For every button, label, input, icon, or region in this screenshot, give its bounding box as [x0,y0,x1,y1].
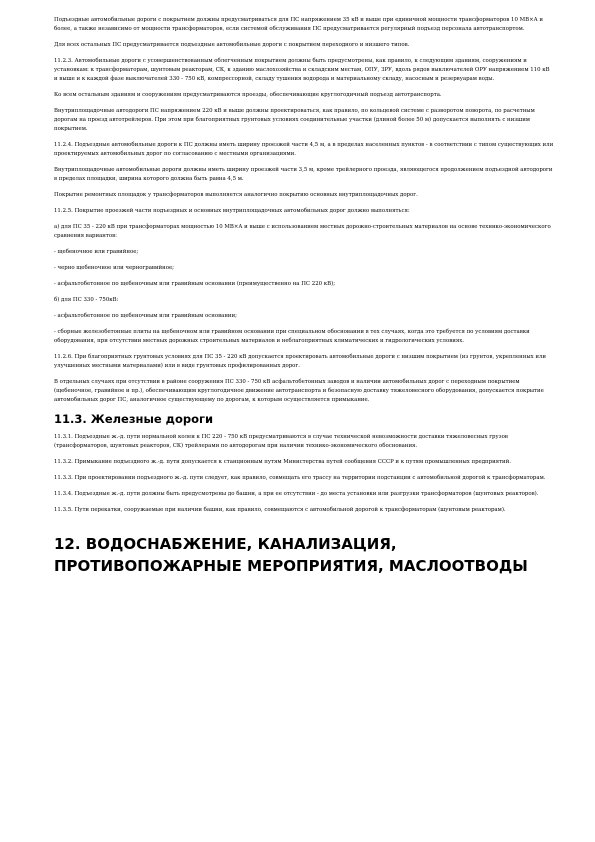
paragraph: 11.2.5. Покрытие проезжей части подъездных и основных внутриплощадочных автомобильных дорог должно выполняться: [54,208,410,214]
paragraph: Покрытие ремонтных площадок у трансформаторов выполняется аналогично покрытию основных внутриплощадочных дорог. [54,192,418,198]
paragraph: В отдельных случаях при отсутствии в районе сооружения ПС 330 - 750 кВ асфальтобетонных заводов и наличии автомобильных дорог с переходным покрытием (щебеночное, гравийное и пр.), обеспечивающим круглогодичное движение автотранспорта и безопасную доставку тяжеловесного оборудования, допускается покрытие автомобильных дорог ПС, аналогичное существующему по дорогам, к которым осуществляется примыкание. [54,379,544,403]
paragraph: б) для ПС 330 - 750кВ: [54,297,119,303]
paragraph: Подъездные автомобильные дороги с покрытием должны предусматриваться для ПС напряжением 35 кВ и выше при единичной мощности трансформаторов 10 МВ×А и более, а также независимо от мощности трансформаторов, если системой обслуживания ПС предусматривается регулярный подъезд персонала автотранспортом. [54,17,543,32]
paragraph: Внутриплощадочные автодороги ПС напряжением 220 кВ и выше должны проектироваться, как правило, по кольцевой системе с разворотом поворота, по расчетным дорогам на проезд автотрейлеров. При этом при благоприятных грунтовых условиях соединительные участки (длиной более 50 м) допускается выполнять с низшим покрытием. [54,108,535,132]
paragraph: 11.2.3. Автомобильные дороги с усовершенствованным облегченным покрытием должны быть предусмотрены, как правило, к следующим зданиям, сооружениям и установкам: к трансформаторам, шунтовым реакторам, СК, к зданию маслохозяйства и складским местам, ОПУ, ЗРУ, вдоль рядов выключателей ОРУ напряжением 110 кВ и выше и к каждой фазе выключателей 330 - 750 кВ, компрессорной, складу тушения водорода и материальному складу, насосным и резервуарам воды. [54,58,550,82]
paragraph: Ко всем остальным зданиям и сооружениям предусматриваются проезды, обеспечивающие круглогодичный подъезд автотранспорта. [54,92,442,98]
section-heading: 11.3. Железные дороги [54,412,214,426]
chapter-heading-line-2: ПРОТИВОПОЖАРНЫЕ МЕРОПРИЯТИЯ, МАСЛООТВОДЫ [54,557,528,575]
list-item: - щебеночное или гравийное; [54,249,139,255]
paragraph: Для всех остальных ПС предусматривается подъездные автомобильные дороги с покрытием переходного и низшего типов. [54,42,410,48]
paragraph: 11.2.6. При благоприятных грунтовых условиях для ПС 35 - 220 кВ допускается проектировать автомобильные дороги с низшим покрытием (из грунтов, укрепленных или улучшенных местными материалами) или в виде грунтовых профилированных дорог. [54,354,547,369]
paragraph: а) для ПС 35 - 220 кВ при трансформаторах мощностью 10 МВ×А и выше с использованием местных дорожно-строительных материалов на основе технико-экономического сравнения вариантов: [54,224,551,239]
list-item: - асфальтобетонное по щебеночным или гравийным основании (преимущественно на ПС 220 кВ); [54,281,336,287]
chapter-heading [54,533,554,577]
paragraph: 11.3.2. Примыкание подъездного ж.-д. пути допускается к станционным путям Министерства путей сообщения СССР и к путям промышленных предприятий. [54,459,511,465]
paragraph: 11.3.5. Пути перекатки, сооружаемые при наличии башни, как правило, совмещаются с автомобильной дорогой к трансформаторам (шунтовым реакторам). [54,507,506,513]
paragraph: 11.3.4. Подъездные ж.-д. пути должны быть предусмотрены до башни, а при ее отсутствии - до места установки или разгрузки трансформаторов (шунтовых реакторов). [54,491,539,497]
list-item: - сборные железобетонные плиты на щебеночном или гравийном основании при специальном обосновании в тех случаях, когда это требуется по условиям доставки оборудования, при отсутствии местных дорожных строительных материалов и неблагоприятных климатических и гидрологических условиях. [54,329,530,344]
paragraph: 11.2.4. Подъездные автомобильные дороги к ПС должны иметь ширину проезжей части 4,5 м, а в пределах населенных пунктов - в соответствии с типом существующих или проектируемых автомобильных дорог по согласованию с местными организациями. [54,142,554,157]
document-page [54,16,554,577]
paragraph: Внутриплощадочные автомобильные дороги должны иметь ширину проезжей части 3,5 м, кроме трейлерного проезда, являющегося продолжением подъездной автодороги в пределах площадки, ширина которого должна быть равна 4,5 м. [54,167,553,182]
list-item: - черно щебеночное или черногравийное; [54,265,174,271]
list-item: - асфальтобетонное по щебеночным или гравийным основании; [54,313,237,319]
paragraph: 11.3.3. При проектировании подъездного ж.-д. пути следует, как правило, совмещать его трассу на территории подстанции с автомобильной дорогой к трансформаторам. [54,475,546,481]
chapter-heading-line-1: 12. ВОДОСНАБЖЕНИЕ, КАНАЛИЗАЦИЯ, [54,535,397,553]
paragraph: 11.3.1. Подъездные ж.-д. пути нормальной колеи к ПС 220 - 750 кВ предусматриваются в случае технической невозможности доставки тяжеловесных грузов (трансформаторов, шунтовых реакторов, СК) трейлерами по автодорогам при наличии технико-экономического обоснования. [54,434,508,449]
